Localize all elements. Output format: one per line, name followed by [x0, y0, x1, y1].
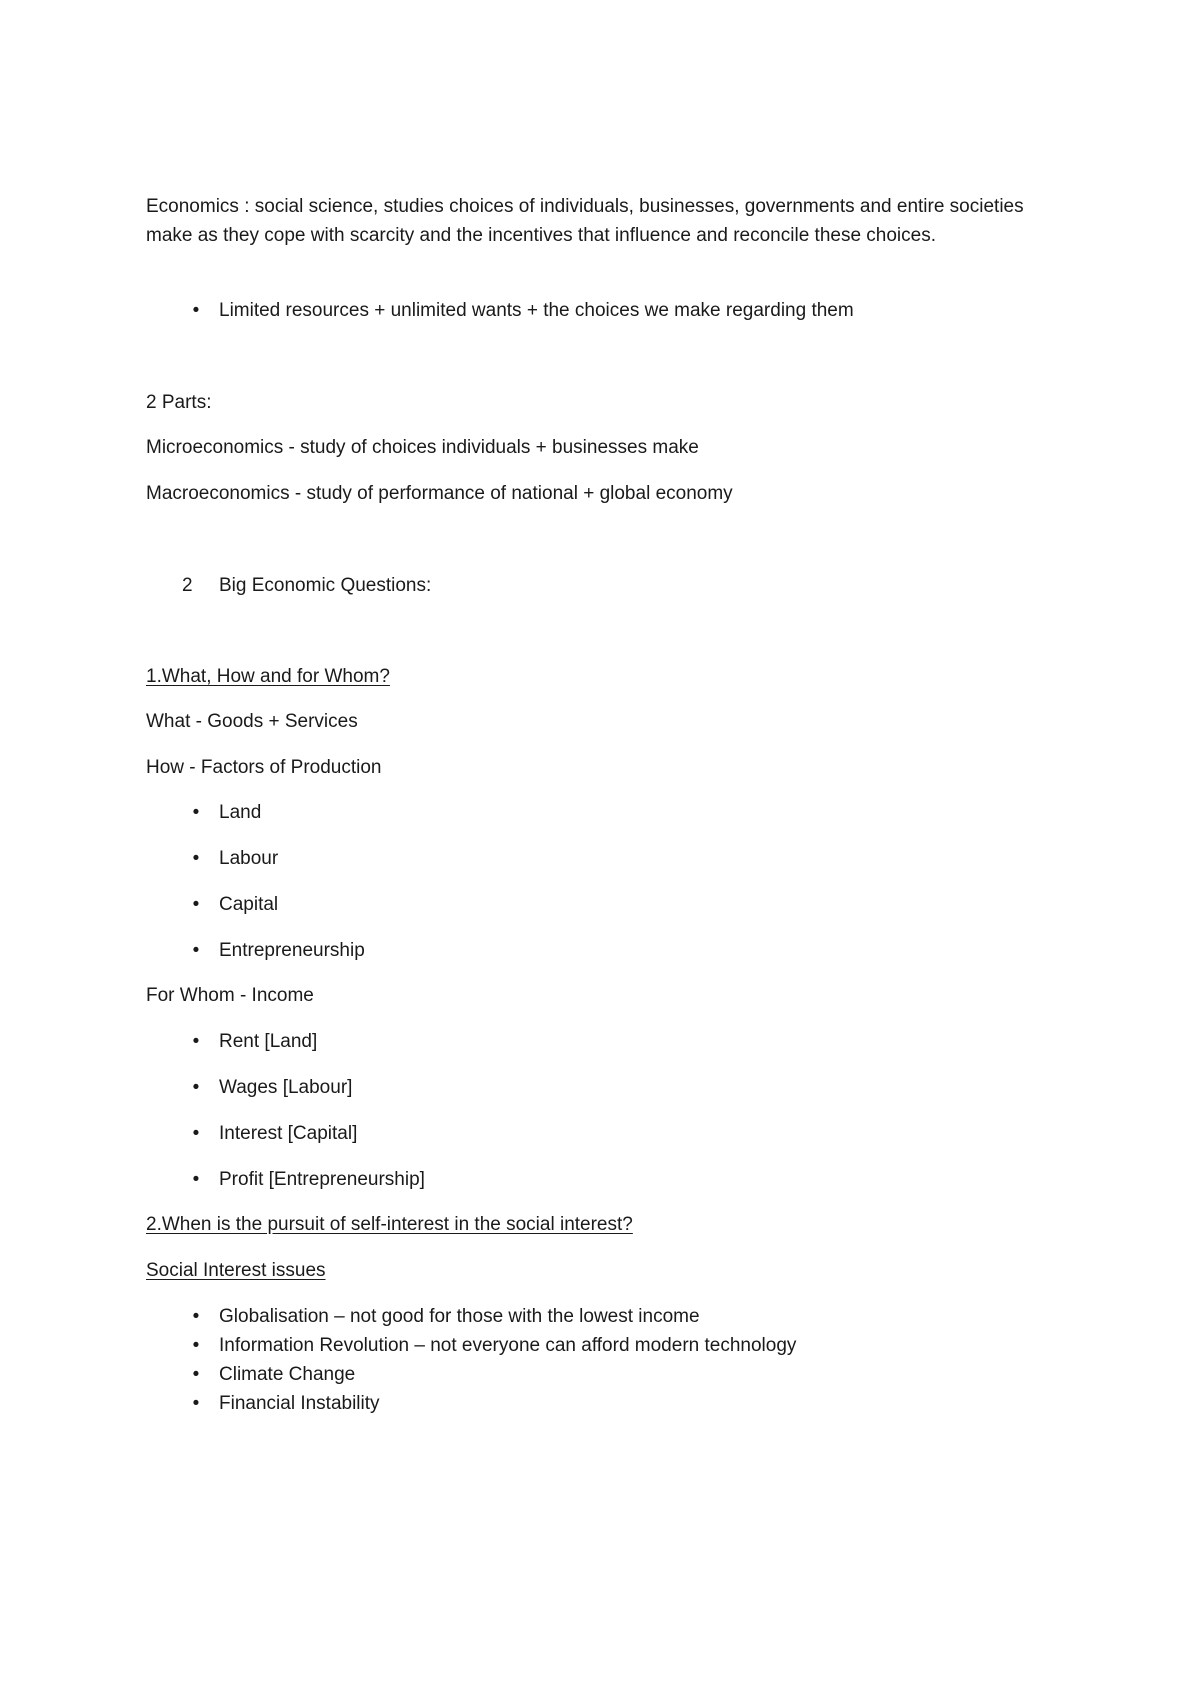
income-text: Interest [Capital] — [219, 1123, 358, 1144]
economics-definition: Economics : social science, studies choices of individuals, businesses, governments and entire societies make as they cope with scarcity and the incentives that influence and reconcile these choices. — [146, 196, 1024, 246]
macroeconomics-line: Macroeconomics - study of performance of national + global economy — [146, 483, 733, 504]
question-1-heading: 1.What, How and for Whom? — [146, 666, 390, 687]
bullet-icon: • — [192, 1364, 200, 1385]
bullet-icon: • — [192, 848, 200, 869]
bullet-icon: • — [192, 300, 200, 321]
microeconomics-line: Microeconomics - study of choices individuals + businesses make — [146, 437, 699, 458]
bullet-icon: • — [192, 1077, 200, 1098]
income-text: Rent [Land] — [219, 1031, 318, 1052]
bullet-icon: • — [192, 1306, 200, 1327]
factor-text: Land — [219, 802, 262, 823]
big-questions-label: Big Economic Questions: — [219, 575, 432, 596]
bullet-icon: • — [192, 802, 200, 823]
big-questions-number: 2 — [182, 575, 193, 596]
bullet-icon: • — [192, 1123, 200, 1144]
issue-text: Information Revolution – not everyone can afford modern technology — [219, 1335, 797, 1356]
issue-text: Climate Change — [219, 1364, 356, 1385]
social-interest-heading: Social Interest issues — [146, 1260, 326, 1281]
issue-text: Globalisation – not good for those with the lowest income — [219, 1306, 700, 1327]
bullet-text: Limited resources + unlimited wants + the choices we make regarding them — [219, 300, 854, 321]
factor-text: Entrepreneurship — [219, 940, 365, 961]
parts-heading: 2 Parts: — [146, 392, 212, 413]
bullet-icon: • — [192, 940, 200, 961]
bullet-icon: • — [192, 1393, 200, 1414]
bullet-icon: • — [192, 1335, 200, 1356]
question-2-heading: 2.When is the pursuit of self-interest in the social interest? — [146, 1214, 633, 1235]
how-line: How - Factors of Production — [146, 757, 382, 778]
issue-text: Financial Instability — [219, 1393, 380, 1414]
bullet-icon: • — [192, 1169, 200, 1190]
factor-text: Labour — [219, 848, 279, 869]
for-whom-line: For Whom - Income — [146, 985, 314, 1006]
bullet-icon: • — [192, 1031, 200, 1052]
income-text: Profit [Entrepreneurship] — [219, 1169, 425, 1190]
factor-text: Capital — [219, 894, 279, 915]
income-text: Wages [Labour] — [219, 1077, 353, 1098]
bullet-icon: • — [192, 894, 200, 915]
what-line: What - Goods + Services — [146, 711, 358, 732]
